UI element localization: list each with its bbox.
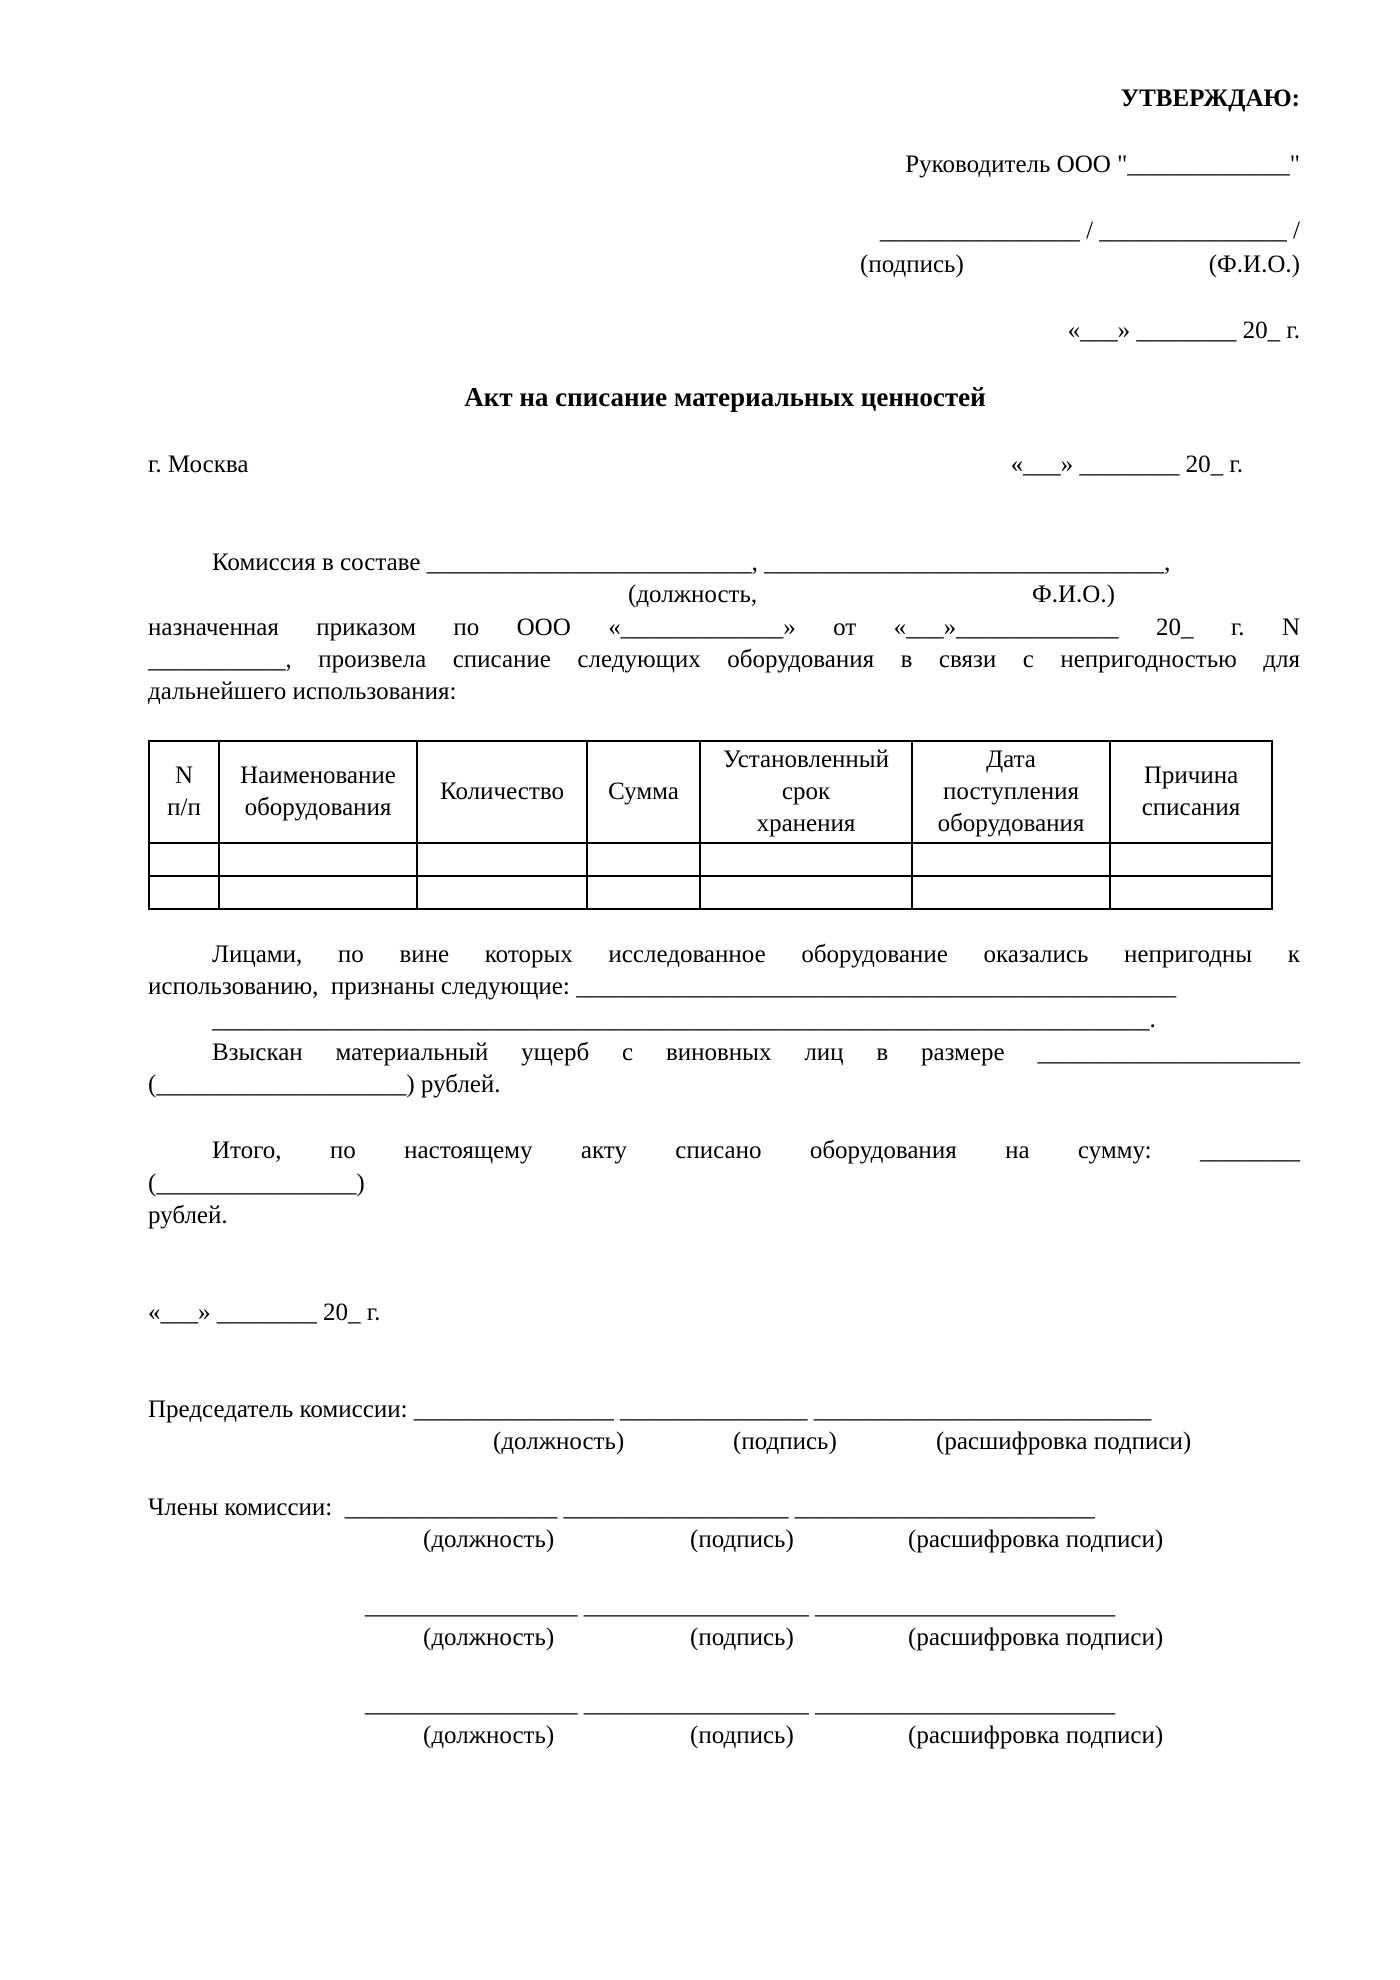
- appointed-line: [148, 613, 1300, 643]
- table-cell: [1110, 843, 1272, 876]
- total-line-3: рублей.: [148, 1202, 228, 1229]
- word: приказом: [316, 614, 416, 641]
- word: по: [329, 1137, 356, 1164]
- word: акту: [580, 1137, 627, 1164]
- word: с: [1022, 646, 1034, 673]
- word: размере: [921, 1039, 1005, 1066]
- table-cell: [219, 843, 417, 876]
- word: которых: [484, 941, 573, 968]
- word: материальный: [335, 1039, 489, 1066]
- damage-line: [212, 1038, 1300, 1068]
- word: вине: [399, 941, 450, 968]
- culprits-line-2: использованию, признаны следующие: ________________________________________________: [148, 973, 1177, 1000]
- table-header-row: [149, 741, 1272, 843]
- member-2-caption-decoding: (расшифровка подписи): [908, 1624, 1164, 1651]
- performed-line-end: дальнейшего использования:: [148, 678, 457, 705]
- document-date-line: «___» ________ 20_ г.: [1010, 451, 1243, 478]
- word: списано: [675, 1137, 762, 1164]
- word: N: [1281, 614, 1300, 641]
- column-header-number: N п/п: [149, 741, 219, 843]
- table-cell: [1110, 876, 1272, 909]
- member-1-caption-signature: (подпись): [690, 1526, 794, 1553]
- member-2-caption-signature: (подпись): [690, 1624, 794, 1651]
- member-2-line: _________________ __________________ ________________________: [365, 1592, 1115, 1619]
- chairman-caption-signature: (подпись): [733, 1428, 837, 1455]
- word: оказались: [983, 941, 1089, 968]
- table-cell: [700, 876, 912, 909]
- word: списание: [452, 646, 551, 673]
- member-1-caption-decoding: (расшифровка подписи): [908, 1526, 1164, 1553]
- column-header-quantity: Количество: [417, 741, 587, 843]
- table-cell: [587, 876, 700, 909]
- word: _____________________: [1037, 1039, 1300, 1066]
- approval-title: УТВЕРЖДАЮ:: [1120, 85, 1300, 112]
- approval-sign-line: ________________ / _______________ /: [879, 217, 1300, 244]
- table-cell: [219, 876, 417, 909]
- word: в: [876, 1039, 889, 1066]
- word: оборудование: [801, 941, 948, 968]
- word: произвела: [318, 646, 427, 673]
- chairman-line: Председатель комиссии: ________________ _______________ ___________________________: [148, 1396, 1152, 1423]
- word: назначенная: [148, 614, 279, 641]
- culprits-line: [212, 940, 1300, 970]
- word: ___________,: [148, 646, 292, 673]
- table-cell: [149, 876, 219, 909]
- word: ООО: [516, 614, 571, 641]
- word: «___»_____________: [893, 614, 1119, 641]
- word: ущерб: [521, 1039, 590, 1066]
- column-header-equipment-name: Наименование оборудования: [219, 741, 417, 843]
- commission-caption-position: (должность,: [628, 581, 758, 608]
- column-header-receipt-date: Дата поступления оборудования: [912, 741, 1110, 843]
- word: непригодны: [1124, 941, 1253, 968]
- approval-name-caption: (Ф.И.О.): [1208, 251, 1300, 278]
- member-3-line: _________________ __________________ ________________________: [365, 1690, 1115, 1717]
- word: на: [1005, 1137, 1030, 1164]
- word: оборудования: [727, 646, 875, 673]
- table-cell: [417, 876, 587, 909]
- word: Взыскан: [212, 1039, 303, 1066]
- performed-line: [148, 645, 1300, 675]
- table-cell: [587, 843, 700, 876]
- chairman-caption-position: (должность): [493, 1428, 625, 1455]
- total-line: [212, 1136, 1300, 1166]
- commission-line: Комиссия в составе __________________________, ________________________________,: [212, 549, 1171, 576]
- city: г. Москва: [148, 451, 249, 478]
- commission-caption-name: Ф.И.О.): [1032, 581, 1115, 608]
- word: г.: [1230, 614, 1245, 641]
- word: по: [453, 614, 480, 641]
- write-off-table: [148, 740, 1273, 910]
- word: лиц: [804, 1039, 844, 1066]
- word: ________: [1199, 1137, 1300, 1164]
- member-2-caption-position: (должность): [423, 1624, 555, 1651]
- word: по: [337, 941, 364, 968]
- word: Итого,: [212, 1137, 282, 1164]
- column-header-sum: Сумма: [587, 741, 700, 843]
- word: в: [900, 646, 913, 673]
- word: связи: [938, 646, 997, 673]
- word: от: [833, 614, 857, 641]
- table-cell: [912, 843, 1110, 876]
- chairman-caption-decoding: (расшифровка подписи): [936, 1428, 1192, 1455]
- word: 20_: [1155, 614, 1194, 641]
- column-header-write-off-reason: Причина списания: [1110, 741, 1272, 843]
- table-row: [149, 876, 1272, 909]
- table-cell: [912, 876, 1110, 909]
- culprits-line-3: ___________________________________________________________________________.: [212, 1006, 1156, 1033]
- table-cell: [149, 843, 219, 876]
- table-cell: [700, 843, 912, 876]
- approval-date-line: «___» ________ 20_ г.: [1067, 317, 1300, 344]
- document-title: Акт на списание материальных ценностей: [464, 382, 986, 412]
- member-3-caption-decoding: (расшифровка подписи): [908, 1722, 1164, 1749]
- word: настоящему: [404, 1137, 533, 1164]
- column-header-storage-period: Установленный срок хранения: [700, 741, 912, 843]
- member-3-caption-signature: (подпись): [690, 1722, 794, 1749]
- word: к: [1287, 941, 1300, 968]
- word: сумму:: [1077, 1137, 1152, 1164]
- word: «_____________»: [608, 614, 796, 641]
- word: следующих: [577, 646, 701, 673]
- approval-head-line: Руководитель ООО "_____________": [905, 151, 1300, 178]
- damage-line-2: (____________________) рублей.: [148, 1071, 501, 1098]
- word: виновных: [665, 1039, 772, 1066]
- word: оборудования: [809, 1137, 957, 1164]
- member-1-caption-position: (должность): [423, 1526, 555, 1553]
- footer-date-line: «___» ________ 20_ г.: [148, 1299, 381, 1326]
- total-line-2: (________________): [148, 1170, 365, 1197]
- member-3-caption-position: (должность): [423, 1722, 555, 1749]
- members-line: Члены комиссии: _________________ __________________ ________________________: [148, 1494, 1095, 1521]
- word: Лицами,: [212, 941, 303, 968]
- approval-sign-caption: (подпись): [860, 251, 964, 278]
- table-cell: [417, 843, 587, 876]
- table-row: [149, 843, 1272, 876]
- word: для: [1263, 646, 1300, 673]
- word: исследованное: [608, 941, 766, 968]
- word: непригодностью: [1060, 646, 1237, 673]
- word: с: [622, 1039, 634, 1066]
